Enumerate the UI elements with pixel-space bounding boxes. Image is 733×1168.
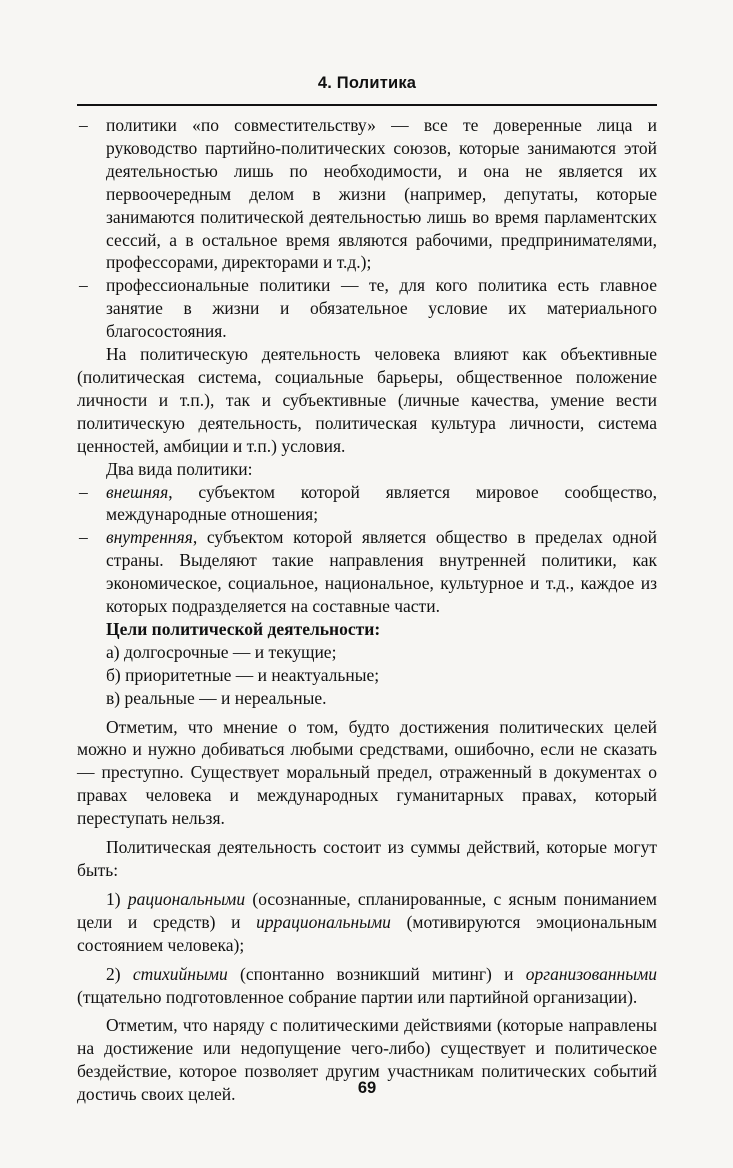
- term-organized: организованными: [525, 963, 658, 984]
- action-item: [77, 963, 657, 1009]
- action-item: [77, 888, 657, 957]
- list-item-text: , субъектом которой является общество в пределах одной страны. Выделяют такие направления внутренней политики, как экономическое, социальное, национальное, культурное и т.д., каждое из которых подразделяется на составные части.: [106, 527, 657, 617]
- paragraph-inaction: Отметим, что наряду с политическими действиями (которые направлены на достижение или недопущение чего-либо) существует и политическое бездействие, которое позволяет другим участникам политических событий достичь своих целей.: [77, 1015, 657, 1105]
- action-text: (осознанные, спланированные, с ясным пониманием цели и средств) и: [77, 888, 658, 932]
- term-internal: внутренняя: [106, 527, 193, 548]
- action-text: (мотивируются эмоциональным состоянием человека);: [77, 911, 657, 955]
- action-number: 2): [106, 963, 133, 984]
- list-item: [77, 526, 657, 618]
- list-item-text: , субъектом которой является мировое сообщество, международные отношения;: [106, 481, 657, 525]
- dash-marker: –: [79, 527, 88, 548]
- term-external: внешняя: [106, 481, 169, 502]
- goals-heading-text: Цели политической деятельности:: [106, 618, 381, 639]
- header-rule: [77, 104, 657, 106]
- goals-heading: [77, 618, 657, 641]
- term-spontaneous: стихийными: [132, 963, 228, 984]
- action-text: (спонтанно возникший митинг) и: [227, 963, 526, 984]
- term-rational: рациональными: [127, 888, 246, 909]
- goal-item: в) реальные — и нереальные.: [106, 687, 327, 708]
- term-irrational: иррациональными: [256, 911, 391, 932]
- page-number: 69: [357, 1079, 377, 1097]
- goal-item: а) долгосрочные — и текущие;: [106, 641, 337, 662]
- list-item: [77, 481, 657, 527]
- dash-marker: –: [79, 275, 88, 296]
- list-item-text: политики «по совместительству» — все те доверенные лица и руководство партийно-политических союзов, которые занимаются этой деятельностью лишь по необходимости, и она не является их первоочередным делом в жизни (например, депутаты, которые занимаются политической деятельностью лишь во время парламентских сессий, а в остальное время являются рабочими, предпринимателями, профессорами, директорами и т.д.);: [106, 115, 657, 273]
- page-body: [77, 114, 657, 1106]
- list-item: [77, 114, 657, 274]
- action-text: (тщательно подготовленное собрание партии или партийной организации).: [77, 986, 638, 1007]
- action-number: 1): [106, 888, 128, 909]
- list-item: [77, 274, 657, 343]
- paragraph-influence: На политическую деятельность человека влияют как объективные (политическая система, социальные барьеры, общественное положение личности и т.п.), так и субъективные (личные качества, умение вести политическую деятельность, политическая культура личности, система ценностей, амбиции и т.п.) условия.: [77, 344, 657, 456]
- dash-marker: –: [79, 481, 88, 502]
- running-header: 4. Политика: [317, 74, 417, 92]
- types-intro: Два вида политики:: [106, 458, 253, 479]
- list-item-text: профессиональные политики — те, для кого политика есть главное занятие в жизни и обязательное условие их материального благосостояния.: [106, 275, 657, 342]
- paragraph-means: Отметим, что мнение о том, будто достижения политических целей можно и нужно добиваться любыми средствами, ошибочно, если не сказать — преступно. Существует моральный предел, отраженный в документах о правах человека и международных гуманитарных правах, который переступать нельзя.: [77, 716, 657, 829]
- paragraph-actions: Политическая деятельность состоит из суммы действий, которые могут быть:: [77, 837, 657, 880]
- goal-item: б) приоритетные — и неактуальные;: [106, 664, 380, 685]
- dash-marker: –: [79, 115, 88, 135]
